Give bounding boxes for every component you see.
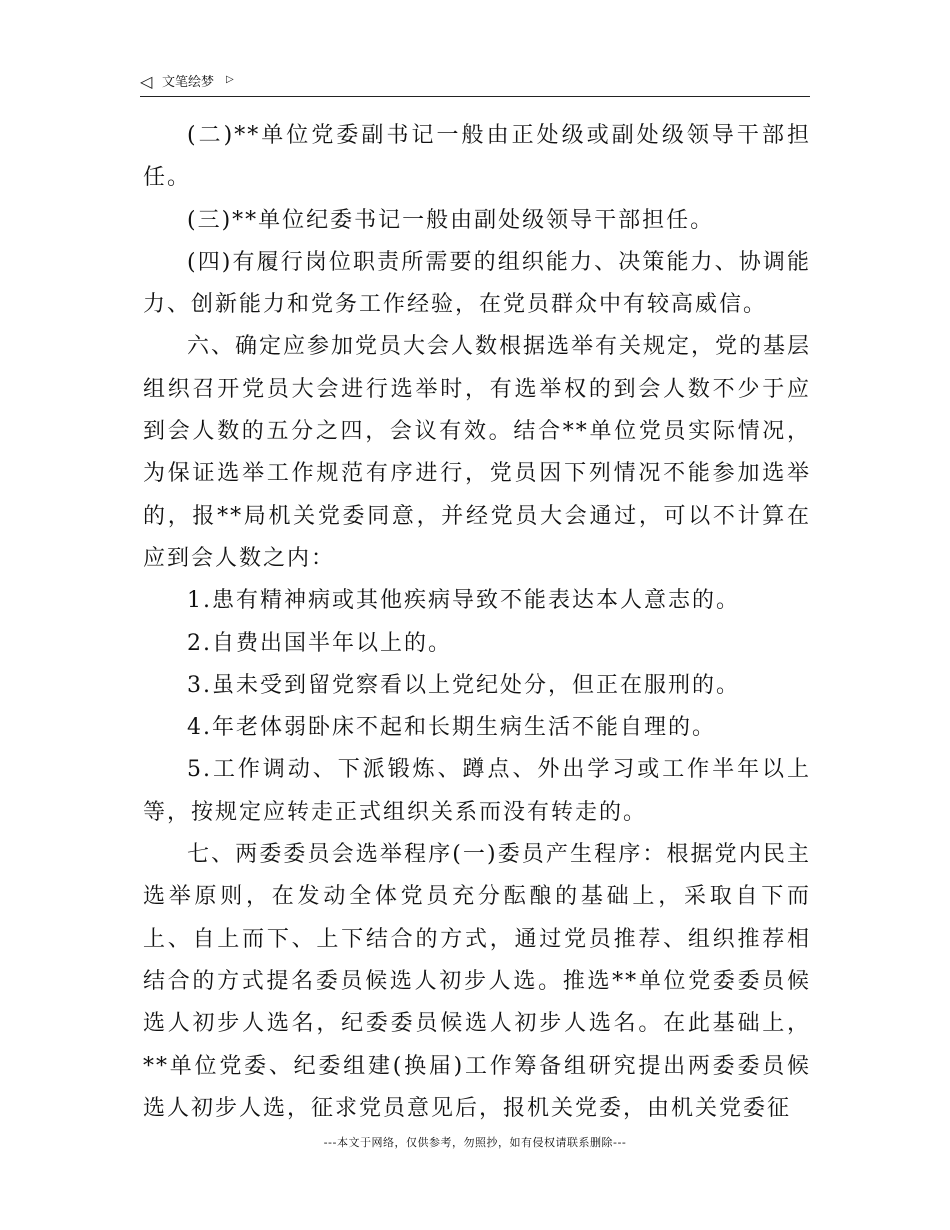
triangle-left-icon: ◁ bbox=[140, 72, 153, 91]
header-brand: 文笔绘梦 bbox=[162, 75, 215, 90]
list-item-4: 4.年老体弱卧床不起和长期生病生活不能自理的。 bbox=[187, 715, 716, 741]
paragraph-discipline-secretary: (三)**单位纪委书记一般由副处级领导干部担任。 bbox=[187, 207, 715, 233]
list-item-1: 1.患有精神病或其他疾病导致不能表达本人意志的。 bbox=[187, 588, 740, 614]
paragraph-section-seven: 七、两委委员会选举程序(一)委员产生程序：根据党内民主选举原则，在发动全体党员充分酝酿的基础上，采取自下而上、自上而下、上下结合的方式，通过党员推荐、组织推荐相结合的方式提名委员候选人初步人选。推选**单位党委委员候选人初步人选名，纪委委员候选人初步人选名。在此基础上，**单位党委、纪委组建(换届)工作筹备组研究提出两委委员候选人初步人选，征求党员意见后，报机关党委，由机关党委征 bbox=[143, 842, 811, 1121]
triangle-right-icon: ▷ bbox=[226, 74, 234, 85]
paragraph-section-six: 六、确定应参加党员大会人数根据选举有关规定，党的基层组织召开党员大会进行选举时，有选举权的到会人数不少于应到会人数的五分之四，会议有效。结合**单位党员实际情况，为保证选举工作规范有序进行，党员因下列情况不能参加选举的，报**局机关党委同意，并经党员大会通过，可以不计算在应到会人数之内： bbox=[143, 334, 812, 571]
page-footer-notice: ---本文于网络，仅供参考，勿照抄，如有侵权请联系删除--- bbox=[323, 1136, 627, 1149]
paragraph-deputy-secretary: (二)**单位党委副书记一般由正处级或副处级领导干部担任。 bbox=[143, 123, 811, 191]
document-body bbox=[143, 115, 811, 1130]
list-item-2: 2.自费出国半年以上的。 bbox=[187, 630, 452, 656]
paragraph-qualifications: (四)有履行岗位职责所需要的组织能力、决策能力、协调能力、创新能力和党务工作经验，在党员群众中有较高威信。 bbox=[143, 249, 811, 318]
list-item-5: 5.工作调动、下派锻炼、蹲点、外出学习或工作半年以上等，按规定应转走正式组织关系而没有转走的。 bbox=[143, 757, 811, 825]
list-item-3: 3.虽未受到留党察看以上党纪处分，但正在服刑的。 bbox=[187, 672, 740, 698]
page-header bbox=[140, 72, 810, 97]
